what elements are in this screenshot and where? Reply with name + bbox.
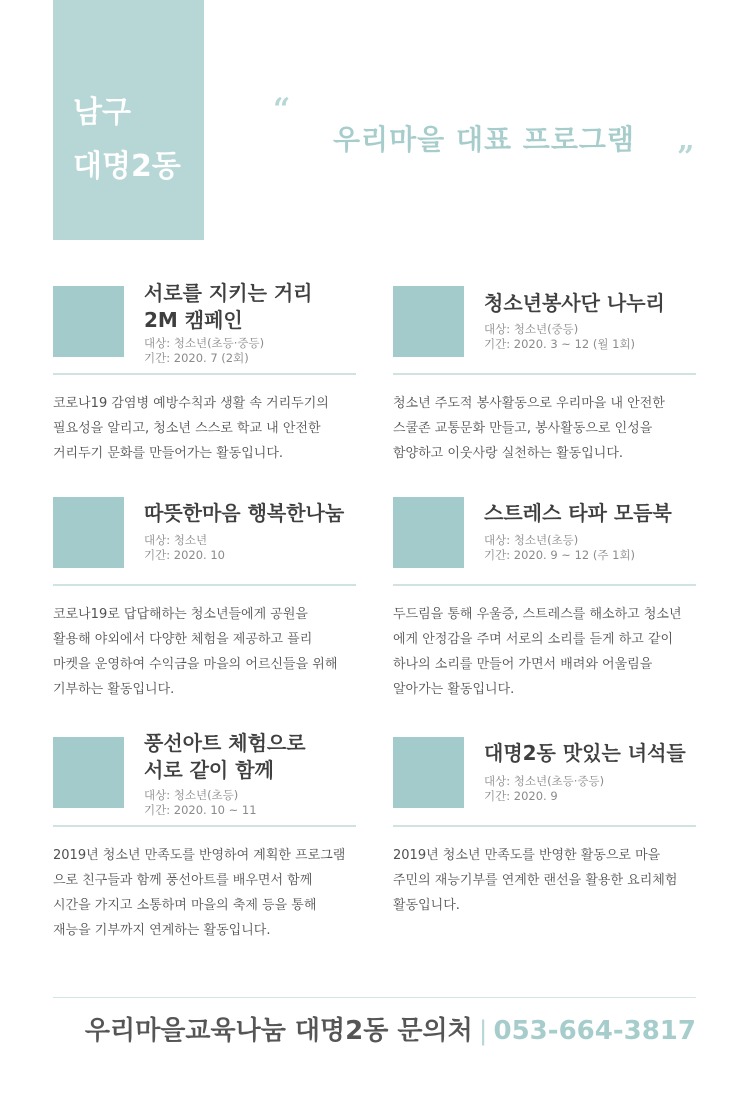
program-thumbnail bbox=[393, 737, 464, 808]
program-period: 기간: 2020. 7 (2회) bbox=[144, 351, 249, 365]
program-meta bbox=[144, 788, 257, 818]
program-card-1 bbox=[53, 280, 356, 470]
program-target: 대상: 청소년(초등) bbox=[484, 533, 579, 547]
badge-line-dong: 대명2동 bbox=[73, 149, 181, 184]
program-card-6 bbox=[393, 730, 696, 945]
program-target: 대상: 청소년 bbox=[144, 533, 208, 547]
program-thumbnail bbox=[53, 286, 124, 357]
program-card-5 bbox=[53, 730, 356, 945]
program-title: 청소년봉사단 나누리 bbox=[484, 291, 665, 315]
quote-open-mark: “ bbox=[273, 92, 291, 127]
page-title: 우리마을 대표 프로그램 bbox=[333, 123, 635, 156]
contact-phone[interactable]: 053-664-3817 bbox=[493, 1016, 696, 1046]
program-thumbnail bbox=[393, 286, 464, 357]
program-thumbnail bbox=[53, 737, 124, 808]
program-description: 2019년 청소년 만족도를 반영하여 계획한 프로그램 으로 친구들과 함께 풍선아트를 배우면서 함께 시간을 가지고 소통하며 마을의 축제 등을 통해 재능을 기부까지 연계하는 활동입니다. bbox=[53, 848, 346, 938]
program-period: 기간: 2020. 3 ~ 12 (월 1회) bbox=[484, 337, 636, 351]
divider bbox=[393, 825, 696, 827]
program-description: 코로나19 감염병 예방수칙과 생활 속 거리두기의 필요성을 알리고, 청소년 스스로 학교 내 안전한 거리두기 문화를 만들어가는 활동입니다. bbox=[53, 396, 329, 461]
program-period: 기간: 2020. 10 bbox=[144, 548, 225, 562]
quote-close-mark: ” bbox=[677, 140, 695, 175]
program-period: 기간: 2020. 9 bbox=[484, 789, 558, 803]
district-badge bbox=[53, 0, 204, 240]
divider bbox=[393, 584, 696, 586]
program-period: 기간: 2020. 10 ~ 11 bbox=[144, 803, 257, 817]
program-meta bbox=[484, 322, 635, 352]
divider bbox=[393, 373, 696, 375]
program-meta bbox=[484, 774, 604, 804]
program-target: 대상: 청소년(초등) bbox=[144, 788, 239, 802]
program-description: 두드림을 통해 우울증, 스트레스를 해소하고 청소년 에게 안정감을 주며 서로의 소리를 듣게 하고 같이 하나의 소리를 만들어 가면서 배려와 어울림을 알아가는 활동입니다. bbox=[393, 607, 682, 697]
program-target: 대상: 청소년(초등·중등) bbox=[484, 774, 605, 788]
badge-line-district: 남구 bbox=[73, 95, 131, 130]
program-period: 기간: 2020. 9 ~ 12 (주 1회) bbox=[484, 548, 636, 562]
program-card-4 bbox=[393, 497, 696, 707]
program-target: 대상: 청소년(초등·중등) bbox=[144, 336, 265, 350]
divider bbox=[53, 373, 356, 375]
program-meta bbox=[144, 533, 225, 563]
program-meta bbox=[144, 336, 264, 366]
program-description: 청소년 주도적 봉사활동으로 우리마을 내 안전한 스쿨존 교통문화 만들고, 봉사활동으로 인성을 함양하고 이웃사랑 실천하는 활동입니다. bbox=[393, 396, 665, 461]
program-card-2 bbox=[393, 280, 696, 470]
footer-separator: | bbox=[478, 1016, 488, 1046]
program-card-3 bbox=[53, 497, 356, 707]
program-thumbnail bbox=[393, 497, 464, 568]
contact-footer bbox=[85, 1010, 696, 1047]
program-title: 풍선아트 체험으로 서로 같이 함께 bbox=[144, 731, 306, 782]
program-title: 서로를 지키는 거리 2M 캠페인 bbox=[144, 281, 313, 332]
program-title: 대명2동 맛있는 녀석들 bbox=[484, 741, 686, 765]
program-target: 대상: 청소년(중등) bbox=[484, 322, 579, 336]
divider bbox=[53, 825, 356, 827]
program-thumbnail bbox=[53, 497, 124, 568]
contact-label: 우리마을교육나눔 대명2동 문의처 bbox=[84, 1016, 473, 1046]
divider bbox=[53, 584, 356, 586]
footer-divider bbox=[53, 997, 696, 998]
program-title: 따뜻한마음 행복한나눔 bbox=[144, 501, 345, 525]
program-description: 2019년 청소년 만족도를 반영한 활동으로 마을 주민의 재능기부를 연계한 랜선을 활용한 요리체험 활동입니다. bbox=[393, 848, 678, 913]
program-description: 코로나19로 답답해하는 청소년들에게 공원을 활용해 야외에서 다양한 체험을 제공하고 플리 마켓을 운영하여 수익금을 마을의 어르신들을 위해 기부하는 활동입니다. bbox=[53, 607, 338, 697]
program-meta bbox=[484, 533, 635, 563]
program-title: 스트레스 타파 모듬북 bbox=[484, 501, 672, 525]
